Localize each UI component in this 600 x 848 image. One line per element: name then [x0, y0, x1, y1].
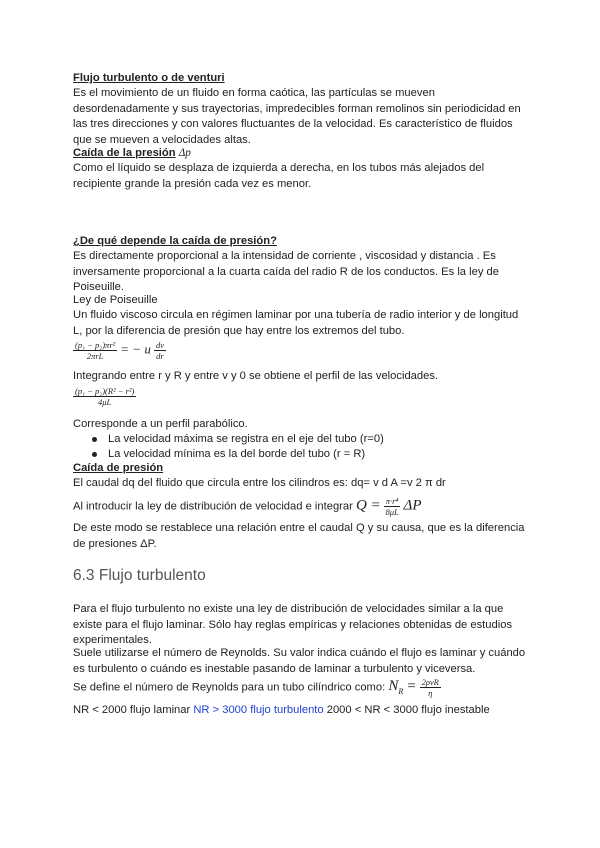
range-laminar: NR < 2000 flujo laminar — [73, 704, 194, 716]
heading-de-que-depende: ¿De qué depende la caída de presión? — [73, 235, 277, 247]
paragraph-flujo-turbulento: Es el movimiento de un fluido en forma caótica, las partículas se mueven desordenadamente y sus trayectorias, impredecibles forman remolinos sin periodicidad en las tres direcciones y con valores fluctuantes de la velocidad. Es característico de fluidos que se mueven a velocidades altas. — [73, 87, 521, 146]
equation-1-rhs: = − u — [120, 341, 151, 357]
section-title-6-3: 6.3 Flujo turbulento — [73, 567, 206, 584]
paragraph-perfil-parabolico: Corresponde a un perfil parabólico. — [73, 418, 248, 430]
heading-flujo-turbulento: Flujo turbulento o de venturi — [73, 72, 225, 84]
heading-caida-presion-row — [73, 146, 528, 162]
equation-caudal-lhs: Q = — [355, 497, 381, 514]
heading-caida-de-presion: Caída de presión — [73, 462, 164, 474]
reynolds-fraction — [420, 677, 441, 698]
equation-1-denominator: 2πrL — [86, 351, 104, 361]
equation-1-dr: dr — [156, 351, 164, 361]
bullet-item — [92, 432, 384, 448]
reynolds-subscript: R — [398, 687, 404, 697]
delta-p-symbol: Δp — [178, 147, 191, 159]
paragraph-caida-presion: Como el líquido se desplaza de izquierda a derecha, en los tubos más alejados del recipiente grande la presión cada vez es menor. — [73, 162, 485, 190]
heading-caida-presion: Caída de la presión — [73, 147, 176, 159]
bullet-dot-icon — [92, 437, 97, 442]
range-inestable: 2000 < NR < 3000 flujo inestable — [323, 704, 490, 716]
bullet-dot-icon — [92, 452, 97, 457]
equation-caudal-rhs: ΔP — [403, 497, 422, 514]
equation-caudal-fraction — [384, 496, 401, 517]
reynolds-equals: = — [406, 678, 417, 695]
equation-1-numerator: (p₁ − p₂)πr² — [75, 340, 116, 350]
reynolds-n: N — [388, 678, 399, 695]
paragraph-fluido-viscoso: Un fluido viscoso circula en régimen laminar por una tubería de radio interior y de longitud L, por la diferencia de presión que hay entre los extremos del tubo. — [73, 309, 519, 337]
reynolds-ranges — [73, 703, 528, 719]
equation-2-denominator: 4μL — [98, 397, 112, 407]
equation-1-fraction — [73, 340, 117, 361]
equation-1-dv: dv — [155, 340, 164, 350]
equation-1-derivative — [154, 340, 166, 361]
reynolds-intro: Se define el número de Reynolds para un tubo cilíndrico como: — [73, 681, 386, 694]
paragraph-reynolds: Suele utilizarse el número de Reynolds. Su valor indica cuándo el flujo es laminar y cuándo es turbulento o cuándo es inestable pasando de laminar a turbulento y viceversa. — [73, 647, 526, 675]
equation-2-fraction — [73, 386, 136, 407]
reynolds-numerator: 2ρvR — [421, 677, 439, 687]
reynolds-symbol — [388, 678, 404, 697]
paragraph-proporcional: Es directamente proporcional a la intensidad de corriente , viscosidad y distancia . Es inversamente proporcional a la cuarta caída del radio R de los conductos. Es la ley de Poiseuille. — [73, 250, 499, 294]
paragraph-caudal: El caudal dq del fluido que circula entre los cilindros es: dq= v d A =v 2 π dr — [73, 477, 446, 489]
equation-1 — [73, 340, 528, 370]
range-turbulento-link[interactable]: NR > 3000 flujo turbulento — [193, 704, 324, 716]
equation-2 — [73, 386, 528, 414]
label-ley-poiseuille: Ley de Poiseuille — [73, 294, 158, 306]
equation-caudal-intro: Al introducir la ley de distribución de velocidad e integrar — [73, 500, 353, 513]
paragraph-restablece: De este modo se restablece una relación entre el caudal Q y su causa, que es la diferencia de presiones ΔP. — [73, 522, 525, 550]
equation-caudal-denominator: 8μL — [385, 507, 399, 517]
reynolds-definition-row — [73, 677, 528, 703]
equation-caudal-row — [73, 496, 528, 522]
bullet-text: La velocidad máxima se registra en el eje del tubo (r=0) — [108, 433, 384, 445]
bullet-text: La velocidad mínima es la del borde del tubo (r = R) — [108, 448, 366, 460]
reynolds-denominator: η — [428, 688, 433, 698]
equation-2-numerator: (p₁ − p₂)(R² − r²) — [75, 386, 135, 396]
paragraph-integrando: Integrando entre r y R y entre v y 0 se obtiene el perfil de las velocidades. — [73, 370, 439, 382]
equation-caudal-numerator: π·r⁴ — [385, 496, 399, 506]
paragraph-flujo-turbulento-reglas: Para el flujo turbulento no existe una ley de distribución de velocidades similar a la que existe para el flujo laminar. Sólo hay reglas empíricas y relaciones obtenidas de estudios experimentales. — [73, 603, 513, 647]
